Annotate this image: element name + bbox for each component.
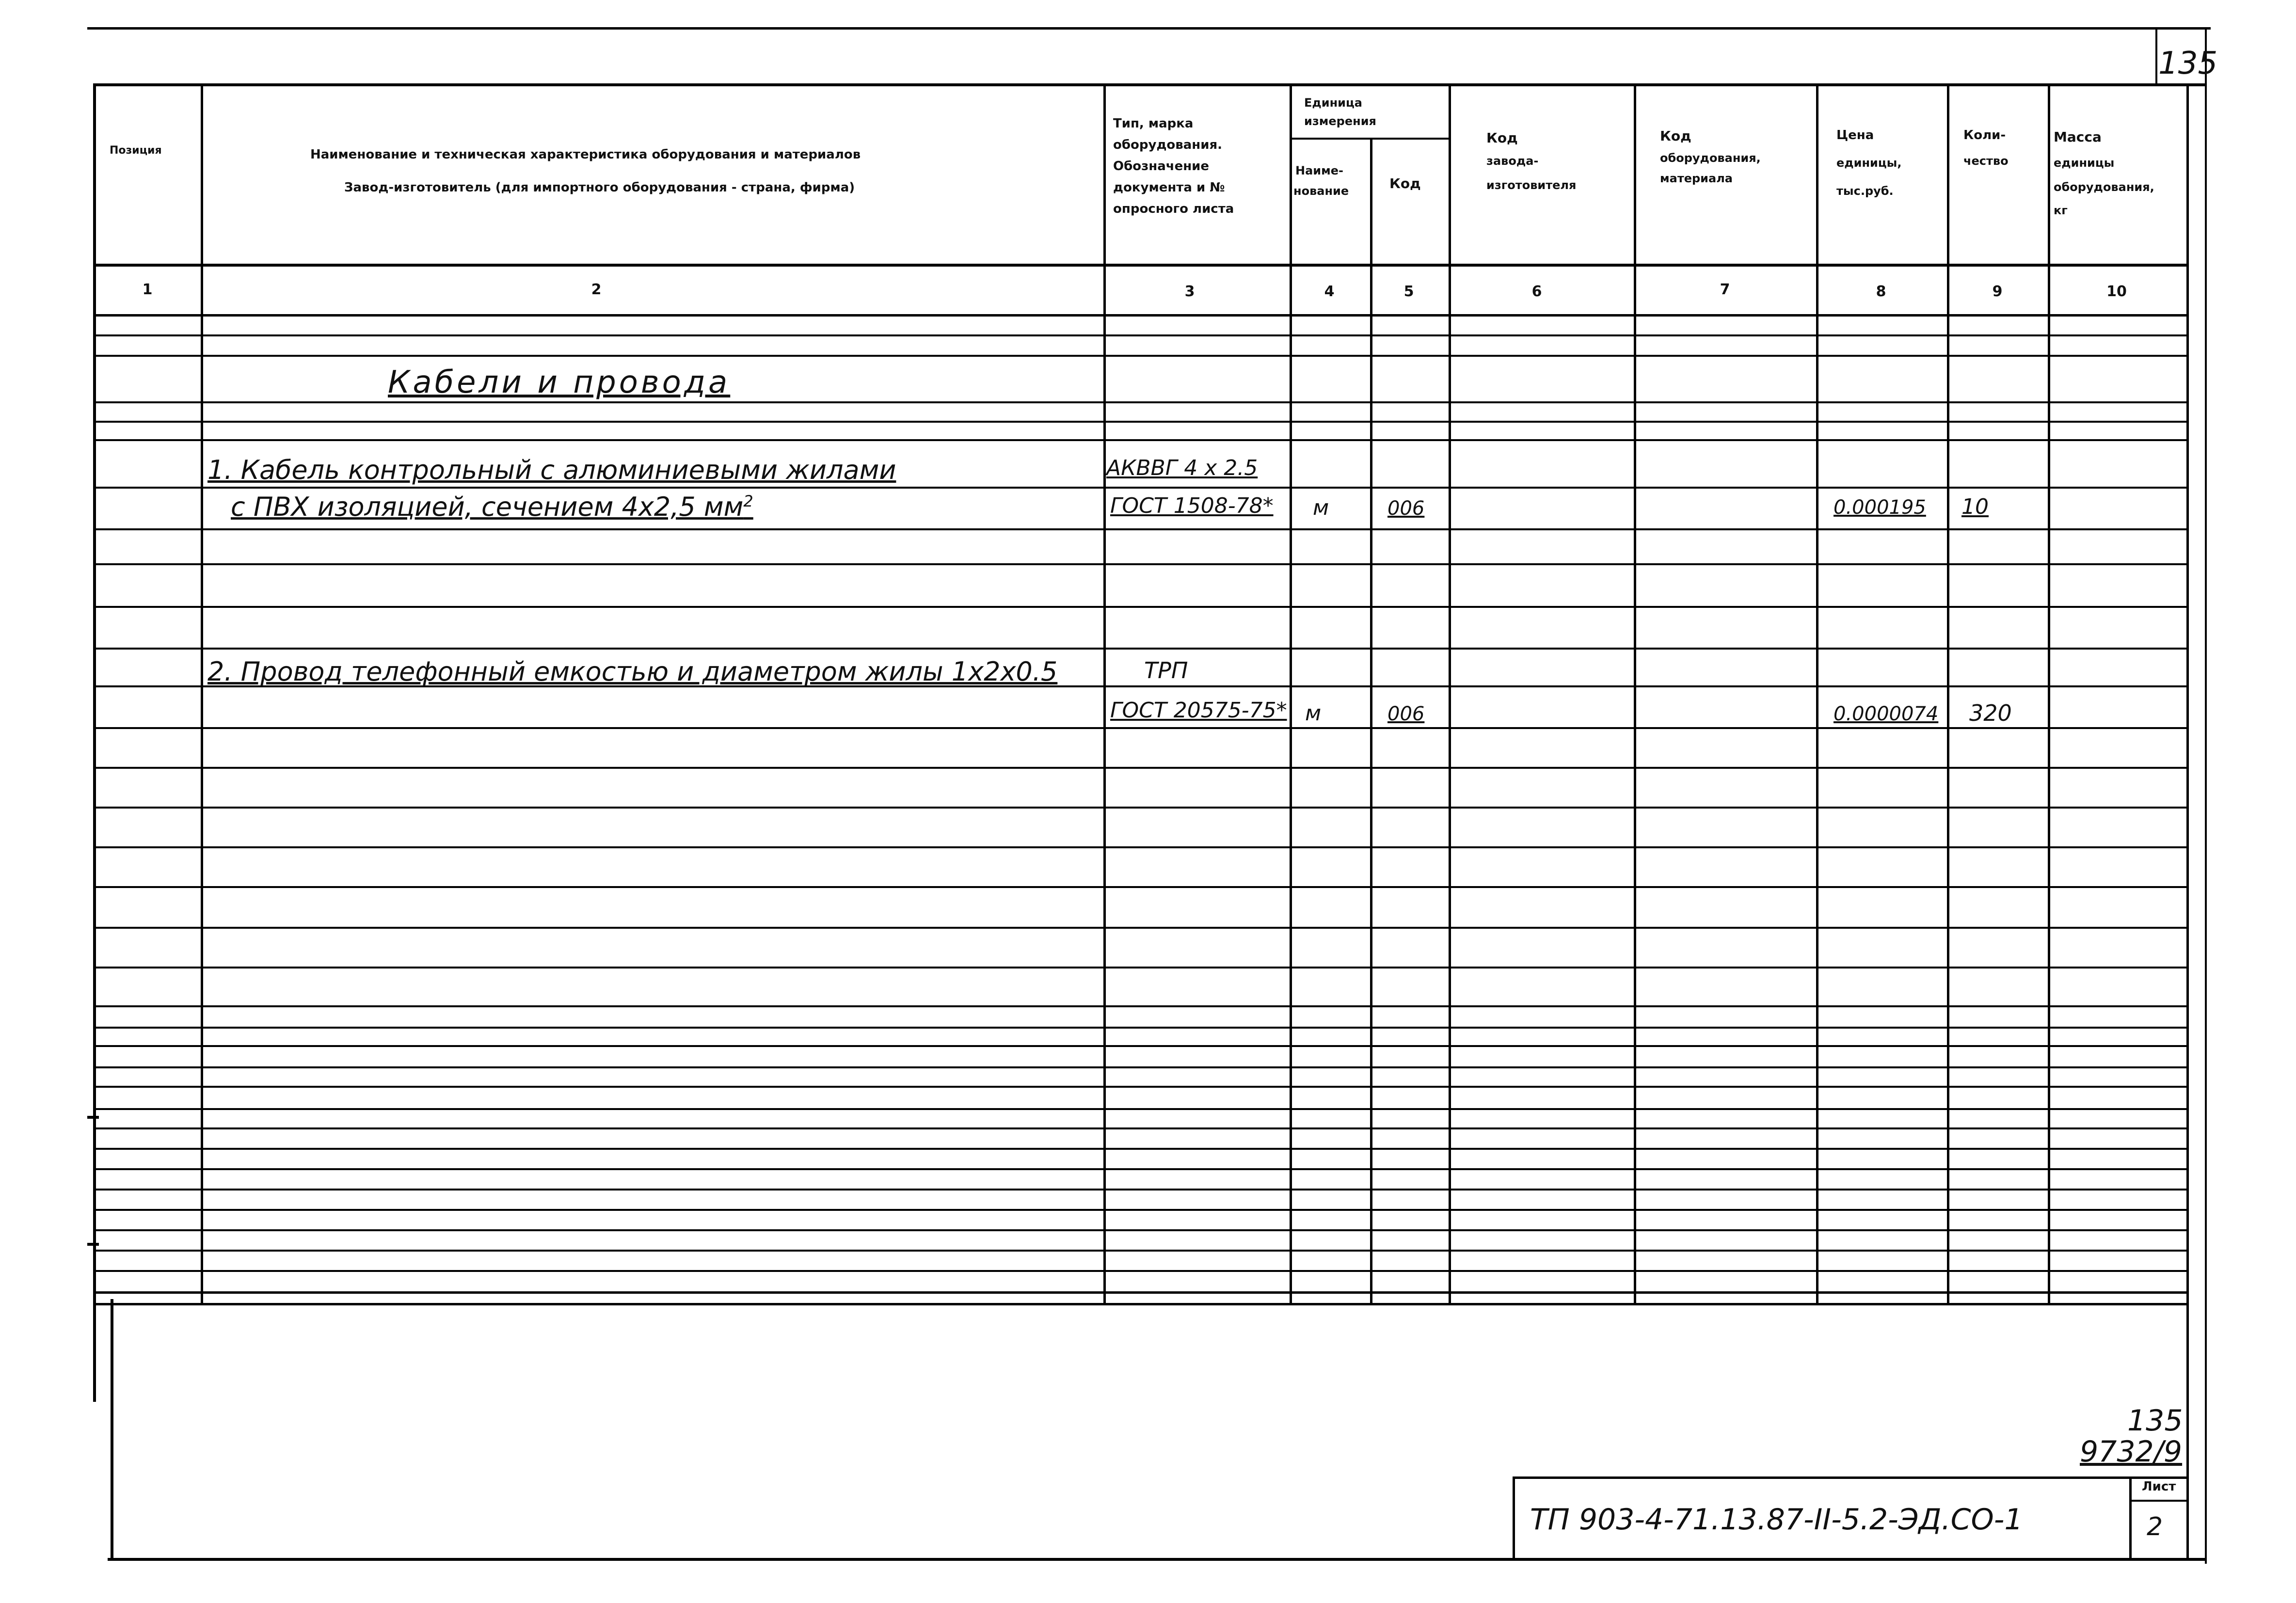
header-type-line4: документа и № xyxy=(1113,180,1225,195)
column-number: 4 xyxy=(1324,283,1335,300)
column-number: 8 xyxy=(1876,283,1886,300)
row-line xyxy=(93,1045,2187,1047)
col-divider-7 xyxy=(1816,83,1818,1305)
header-price-line1: Цена xyxy=(1836,128,1874,143)
col-divider-2 xyxy=(1103,83,1106,1305)
row-line xyxy=(93,439,2187,441)
row-line xyxy=(93,1086,2187,1088)
header-type-line1: Тип, марка xyxy=(1113,116,1194,131)
stamp-sheet-divider xyxy=(2129,1476,2132,1560)
row-line xyxy=(93,1291,2187,1294)
row-line xyxy=(93,967,2187,968)
column-number: 7 xyxy=(1720,281,1730,298)
header-position: Позиция xyxy=(110,144,162,157)
row-line xyxy=(93,1303,2187,1305)
row-line xyxy=(93,421,2187,423)
header-factory-code-line1: Код xyxy=(1486,130,1518,146)
margin-tick xyxy=(87,1243,99,1246)
header-factory-code-line2: завода- xyxy=(1486,154,1539,168)
row-line xyxy=(93,1127,2187,1129)
header-mass-line3: оборудования, xyxy=(2054,180,2154,194)
header-bottom-line xyxy=(93,264,2187,267)
header-unit-line1: Единица xyxy=(1304,96,1362,110)
margin-tick xyxy=(87,1116,99,1119)
header-equipment-code-line3: материала xyxy=(1660,172,1733,185)
header-equipment-code-line1: Код xyxy=(1660,128,1691,144)
col-divider-5 xyxy=(1449,83,1451,1305)
row-line xyxy=(93,846,2187,848)
stamp-top-line xyxy=(1513,1476,2188,1479)
row-line xyxy=(93,1148,2187,1150)
row-line xyxy=(93,1189,2187,1190)
frame-bottom xyxy=(108,1558,2207,1561)
row-line xyxy=(93,727,2187,729)
item-name-line2-text: с ПВХ изоляцией, сечением 4х2,5 мм xyxy=(231,492,744,522)
item-name-line1: 2. Провод телефонный емкостью и диаметром жилы 1х2х0.5 xyxy=(207,656,1058,687)
row-line xyxy=(93,1270,2187,1272)
item-price: 0.000195 xyxy=(1834,496,1926,519)
item-type-line1: АКВВГ 4 х 2.5 xyxy=(1106,456,1258,480)
col-divider-4 xyxy=(1370,139,1372,1305)
row-line xyxy=(93,927,2187,929)
column-number: 2 xyxy=(591,281,602,298)
row-line xyxy=(93,334,2187,336)
header-equipment-code-line2: оборудования, xyxy=(1660,151,1761,165)
item-unit-name: м xyxy=(1313,495,1329,520)
header-name-line1: Наименование и техническая характеристика оборудования и материалов xyxy=(310,147,861,162)
row-line xyxy=(93,487,2187,489)
row-line xyxy=(93,355,2187,357)
stamp-sheet-label-line xyxy=(2129,1500,2188,1502)
header-unit-name-line1: Наиме- xyxy=(1295,164,1343,177)
item-name-line1: 1. Кабель контрольный с алюминиевыми жилами xyxy=(207,455,896,485)
header-mass-line2: единицы xyxy=(2054,156,2115,170)
page-number: 135 xyxy=(2158,46,2218,81)
row-line xyxy=(93,528,2187,530)
top-margin-line xyxy=(87,27,2211,30)
header-name-line2: Завод-изготовитель (для импортного оборудования - страна, фирма) xyxy=(344,180,855,195)
header-price-line2: единицы, xyxy=(1836,156,1902,170)
stamp-sheet-value: 2 xyxy=(2147,1512,2163,1541)
column-number: 1 xyxy=(142,281,153,298)
row-line xyxy=(93,563,2187,565)
header-quantity-line1: Коли- xyxy=(1963,128,2006,143)
frame-right xyxy=(2186,83,2189,1560)
header-unit-code: Код xyxy=(1389,175,1421,191)
header-price-line3: тыс.руб. xyxy=(1836,184,1894,198)
item-type-line2: ГОСТ 20575-75* xyxy=(1110,698,1287,723)
row-line xyxy=(93,1027,2187,1029)
column-number: 3 xyxy=(1184,283,1195,300)
frame-top xyxy=(93,83,2205,86)
row-line xyxy=(93,1108,2187,1110)
col-divider-9 xyxy=(2048,83,2050,1305)
item-type-line1: ТРП xyxy=(1144,657,1188,683)
header-quantity-line2: чество xyxy=(1963,154,2009,168)
item-name-line2 xyxy=(231,492,753,522)
header-unit-line2: измерения xyxy=(1304,114,1376,128)
item-unit-code: 006 xyxy=(1387,497,1425,520)
column-number: 10 xyxy=(2106,283,2127,300)
stamp-sheet-number: 135 xyxy=(2127,1404,2183,1438)
row-line xyxy=(93,1066,2187,1068)
item-unit-code: 006 xyxy=(1387,703,1425,725)
row-line xyxy=(93,648,2187,650)
col-divider-8 xyxy=(1947,83,1949,1305)
row-line xyxy=(93,401,2187,403)
row-line xyxy=(93,1005,2187,1007)
item-name-line2-superscript: 2 xyxy=(743,492,753,510)
item-price: 0.0000074 xyxy=(1834,703,1939,725)
header-type-line5: опросного листа xyxy=(1113,202,1234,216)
section-title: Кабели и провода xyxy=(388,365,731,400)
frame-left xyxy=(93,83,96,1402)
item-quantity: 10 xyxy=(1961,494,1989,519)
stamp-album-number: 9732/9 xyxy=(2080,1435,2183,1469)
row-line xyxy=(93,314,2187,317)
header-mass-line1: Масса xyxy=(2054,129,2102,145)
page-number-box-right xyxy=(2205,27,2207,1564)
col-divider-3 xyxy=(1290,83,1292,1305)
frame-left-lower xyxy=(111,1299,113,1561)
column-number: 5 xyxy=(1403,283,1414,300)
row-line xyxy=(93,807,2187,809)
header-unit-name-line2: нование xyxy=(1293,184,1349,198)
header-factory-code-line3: изготовителя xyxy=(1486,178,1577,192)
page-number-box-left xyxy=(2155,27,2157,84)
stamp-designation: ТП 903-4-71.13.87-II-5.2-ЭД.СО-1 xyxy=(1530,1503,2023,1537)
unit-group-divider xyxy=(1290,138,1451,140)
item-quantity: 320 xyxy=(1969,700,2012,726)
row-line xyxy=(93,886,2187,888)
row-line xyxy=(93,1250,2187,1252)
header-mass-line4: кг xyxy=(2054,204,2068,217)
row-line xyxy=(93,1229,2187,1231)
row-line xyxy=(93,767,2187,769)
stamp-sheet-label: Лист xyxy=(2142,1479,2176,1494)
item-unit-name: м xyxy=(1305,701,1322,726)
item-type-line2: ГОСТ 1508-78* xyxy=(1110,493,1274,518)
row-line xyxy=(93,606,2187,608)
row-line xyxy=(93,1209,2187,1211)
column-number: 6 xyxy=(1531,283,1542,300)
row-line xyxy=(93,1168,2187,1170)
header-type-line3: Обозначение xyxy=(1113,159,1210,174)
col-divider-1 xyxy=(201,83,203,1305)
col-divider-6 xyxy=(1634,83,1636,1305)
stamp-left-line xyxy=(1513,1476,1515,1560)
column-number: 9 xyxy=(1992,283,2003,300)
header-type-line2: оборудования. xyxy=(1113,138,1223,152)
